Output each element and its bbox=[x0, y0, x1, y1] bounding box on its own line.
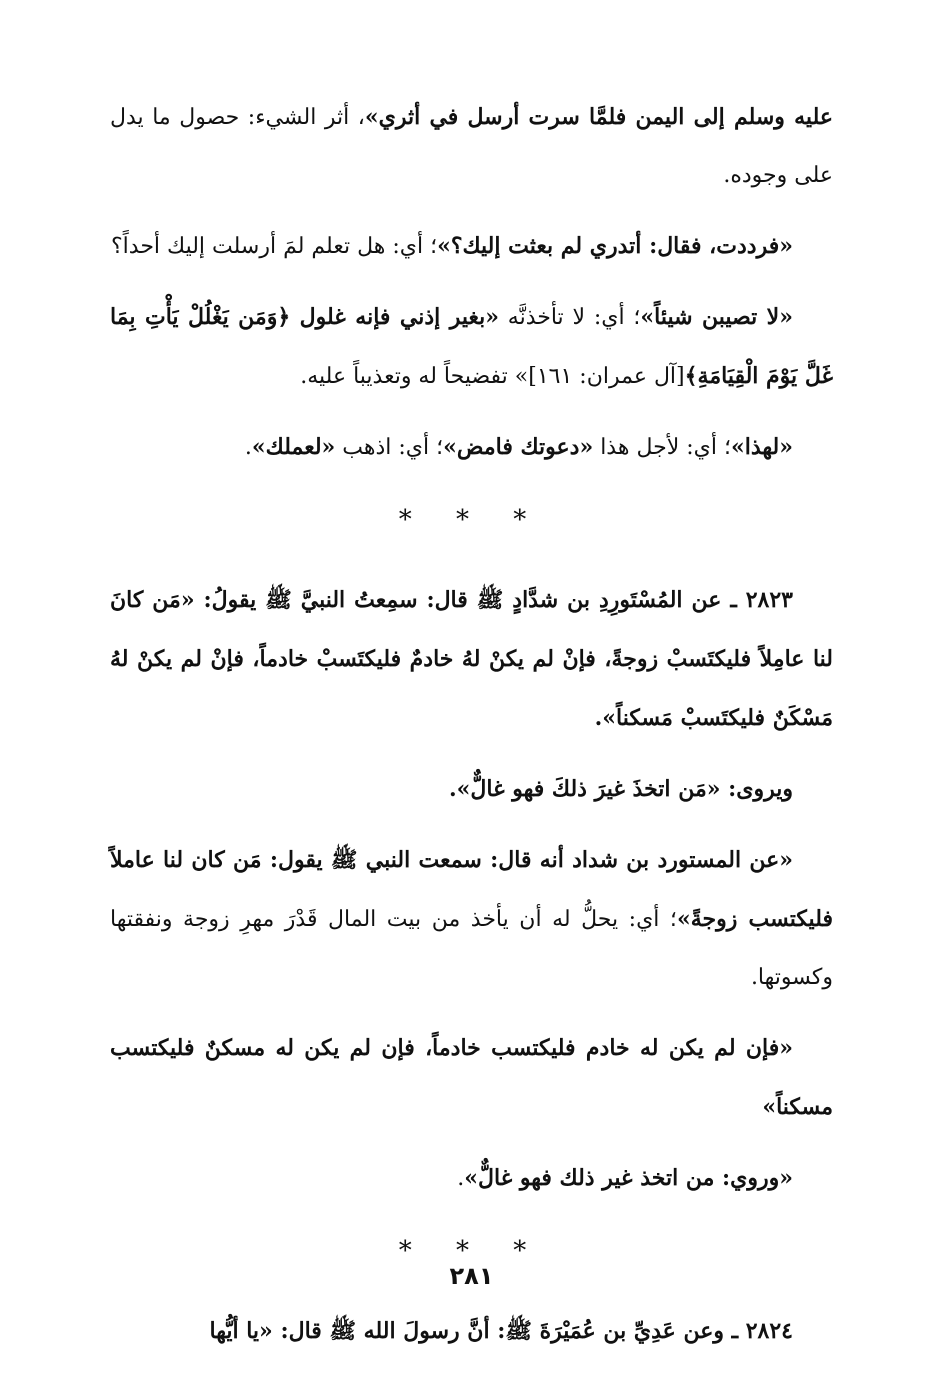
bold-text-segment: «فإن لم يكن له خادم فليكتسب خادماً، فإن لم يكن له مسكنٌ فليكتسب مسكناً» bbox=[110, 1035, 833, 1120]
text-segment: ؛ أي: اذهب bbox=[335, 435, 444, 460]
text-segment: ؛ أي: يحلُّ له أن يأخذ من بيت المال قَدْرَ مهرِ زوجة ونفقتها وكسوتها. bbox=[110, 907, 833, 990]
text-segment: ؛ أي: لا تأخذنَّه bbox=[498, 305, 641, 330]
bold-text-segment: «عن المستورد بن شداد أنه قال: سمعت النبي ﷺ يقول: مَن كان لنا عاملاً فليكتسب زوجةً» bbox=[110, 847, 833, 932]
paragraph bbox=[110, 1302, 833, 1361]
paragraph bbox=[110, 571, 833, 748]
paragraph bbox=[110, 1149, 833, 1208]
paragraph bbox=[110, 217, 833, 276]
paragraph bbox=[110, 88, 833, 205]
bold-text-segment: ٢٨٢٣ ـ عن المُسْتَورِدِ بن شدَّادٍ ﷺ قال: سمِعتُ النبيَّ ﷺ يقولُ: «مَن كانَ لنا عامِلاً فليكتَسبْ زوجةً، فإنْ لم يكنْ لهُ خادمٌ فليكتَسبْ خادماً، فإنْ لم يكنْ لهُ مَسْكَنٌ فليكتَسبْ مَسكناً». bbox=[110, 587, 833, 731]
text-segment: ؛ أي: لأجل هذا bbox=[593, 435, 731, 460]
bold-text-segment: «لا تصيبن شيئاً» bbox=[640, 304, 793, 330]
text-segment: . bbox=[244, 435, 252, 460]
paragraph bbox=[110, 831, 833, 1007]
paragraph bbox=[110, 760, 833, 819]
bold-text-segment: عليه وسلم إلى اليمن فلمَّا سرت أرسل في أثري» bbox=[364, 104, 833, 130]
section-separator: * * * bbox=[398, 1236, 545, 1266]
text-segment: ، أثر الشيء: حصول ما يدل على وجوده. bbox=[110, 105, 833, 188]
bold-text-segment: ويروى: «مَن اتخذَ غيرَ ذلكَ فهو غالٌّ». bbox=[448, 776, 793, 802]
bold-text-segment: «وروي: من اتخذ غير ذلك فهو غالٌّ» bbox=[464, 1165, 793, 1191]
bold-text-segment: «بغير إذني فإنه غلول ﴿وَمَن يَغْلُلْ يَأْتِ بِمَا غَلَّ يَوْمَ الْقِيَامَةِ﴾ bbox=[110, 304, 833, 389]
bold-text-segment: «دعوتك فامض» bbox=[443, 434, 594, 460]
bold-text-segment: «فرددت، فقال: أتدري لم بعثت إليك؟» bbox=[437, 233, 793, 259]
text-segment: ؛ أي: هل تعلم لمَ أرسلت إليك أحداً؟ bbox=[111, 234, 438, 259]
page-text bbox=[110, 88, 833, 1373]
text-segment: [آل عمران: ١٦١]» تفضيحاً له وتعذيباً عليه. bbox=[300, 364, 685, 389]
text-segment: . bbox=[457, 1166, 465, 1191]
paragraph bbox=[110, 288, 833, 406]
paragraph bbox=[110, 1019, 833, 1137]
paragraph bbox=[110, 418, 833, 477]
bold-text-segment: «لهذا» bbox=[730, 434, 793, 460]
bold-text-segment: ٢٨٢٤ ـ وعن عَدِيِّ بن عُمَيْرَةَ ﷺ: أنَّ رسولَ الله ﷺ قال: «يا أيُّها bbox=[209, 1318, 793, 1344]
bold-text-segment: «لعملك» bbox=[251, 434, 336, 460]
page-number: ٢٨١ bbox=[449, 1262, 494, 1290]
section-separator: * * * bbox=[398, 505, 545, 535]
